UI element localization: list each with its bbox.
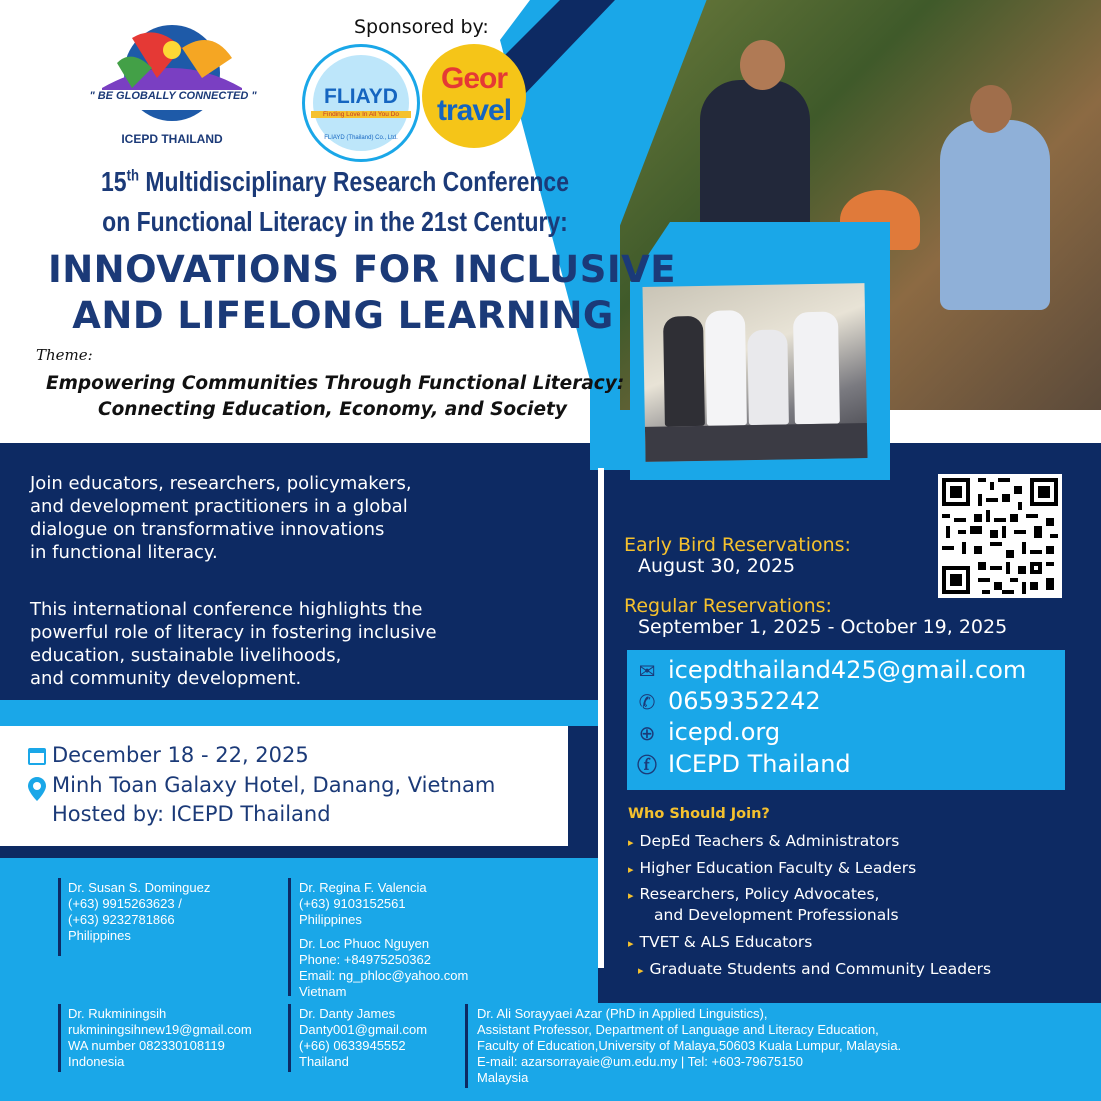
contact-rukminingsih: [68, 1006, 252, 1070]
regular-date: September 1, 2025 - October 19, 2025: [638, 616, 1008, 638]
event-venue: Minh Toan Galaxy Hotel, Danang, Vietnam: [52, 773, 496, 797]
who-item: [628, 933, 812, 951]
intro-p1-line: and development practitioners in a global: [30, 496, 408, 517]
contact-line: Danty001@gmail.com: [299, 1022, 428, 1037]
panel-divider: [598, 468, 604, 968]
arrow-icon: ▸: [628, 863, 634, 876]
who-item: [628, 859, 916, 877]
main-title-2: AND LIFELONG LEARNING: [72, 294, 614, 337]
who-item-text: Higher Education Faculty & Leaders: [639, 859, 917, 877]
intro-p1-line: dialogue on transformative innovations: [30, 519, 385, 540]
regular-label: Regular Reservations:: [624, 595, 832, 617]
contact-line: (+63) 9232781866: [68, 912, 175, 927]
theme-label: Theme:: [36, 346, 93, 364]
contact-divider: [58, 878, 61, 956]
location-pin-icon: [28, 777, 46, 801]
arrow-icon: ▸: [638, 964, 644, 977]
title-line1-num: 15: [101, 166, 127, 197]
facebook-row[interactable]: [634, 749, 851, 778]
contact-divider: [465, 1004, 468, 1088]
who-item-text: DepEd Teachers & Administrators: [639, 832, 900, 850]
fliayd-name: FLIAYD: [324, 85, 398, 108]
contact-line: Assistant Professor, Department of Language and Literacy Education,: [477, 1022, 879, 1037]
early-bird-label: Early Bird Reservations:: [624, 534, 851, 556]
travel-text: travel: [436, 94, 512, 127]
arrow-icon: ▸: [628, 889, 634, 902]
theme-line1: Empowering Communities Through Functional Literacy:: [46, 373, 625, 394]
intro-paragraph-2: [30, 598, 437, 690]
contact-line: E-mail: azarsorrayaie@um.edu.my | Tel: +603-79675150: [477, 1054, 803, 1069]
contact-line: Philippines: [299, 912, 362, 927]
who-item-text: TVET & ALS Educators: [639, 933, 813, 951]
event-date: December 18 - 22, 2025: [52, 743, 309, 767]
contact-line: Vietnam: [299, 984, 347, 999]
contact-line: Philippines: [68, 928, 131, 943]
contact-line: Dr. Susan S. Dominguez: [68, 880, 211, 895]
contact-valencia: [299, 880, 427, 928]
phone-row[interactable]: [634, 687, 821, 715]
who-item-continued: [654, 906, 899, 924]
facebook-icon: ⓕ: [637, 755, 657, 777]
intro-paragraph-1: [30, 472, 412, 564]
envelope-icon: ✉: [638, 659, 656, 683]
contact-divider: [58, 1004, 61, 1072]
contact-divider: [288, 1004, 291, 1072]
contact-line: Dr. Regina F. Valencia: [299, 880, 427, 895]
calendar-icon: [28, 748, 46, 765]
fliayd-logo: [302, 44, 420, 162]
qr-code[interactable]: [938, 474, 1062, 598]
phone-number[interactable]: 0659352242: [668, 687, 821, 715]
contact-line: Dr. Rukminingsih: [68, 1006, 167, 1021]
contact-line: (+63) 9915263623 /: [68, 896, 182, 911]
who-item-text: and Development Professionals: [654, 906, 899, 924]
intro-p2-line: education, sustainable livelihoods,: [30, 645, 342, 666]
who-item-text: Researchers, Policy Advocates,: [639, 885, 880, 903]
arrow-icon: ▸: [628, 836, 634, 849]
email-link[interactable]: icepdthailand425@gmail.com: [668, 656, 1027, 684]
title-line2: on Functional Literacy in the 21st Century:: [102, 206, 568, 237]
website-link[interactable]: icepd.org: [668, 718, 781, 746]
early-bird-date: August 30, 2025: [638, 555, 796, 577]
who-heading: Who Should Join?: [628, 806, 770, 822]
title-line1: [60, 166, 609, 198]
contact-dominguez: [68, 880, 210, 944]
contact-divider: [288, 878, 291, 996]
contact-line: Dr. Ali Sorayyaei Azar (PhD in Applied Linguistics),: [477, 1006, 768, 1021]
intro-p1-line: Join educators, researchers, policymakers,: [30, 473, 412, 494]
theme-line2: Connecting Education, Economy, and Society: [98, 399, 567, 420]
navy-bottom-strip: [598, 985, 1101, 1003]
intro-p1-line: in functional literacy.: [30, 542, 218, 563]
email-row[interactable]: [634, 656, 1026, 684]
contact-line: Phone: +84975250362: [299, 952, 431, 967]
sponsored-by-label: Sponsored by:: [354, 16, 489, 38]
geor-text: Geor: [440, 62, 508, 95]
who-item: [628, 832, 899, 850]
contact-line: Faculty of Education,University of Malaya,50603 Kuala Lumpur, Malaysia.: [477, 1038, 902, 1053]
sky-accent-left: [0, 700, 598, 726]
contact-line: Dr. Danty James: [299, 1006, 396, 1021]
title-line1-rest: Multidisciplinary Research Conference: [138, 166, 569, 197]
who-item-text: Graduate Students and Community Leaders: [649, 960, 992, 978]
logo-name: ICEPD THAILAND: [121, 132, 223, 146]
fliayd-tagline: Finding Love In All You Do: [311, 111, 411, 118]
who-item: [628, 885, 879, 903]
event-host: Hosted by: ICEPD Thailand: [52, 802, 331, 826]
contact-line: (+63) 9103152561: [299, 896, 406, 911]
icepd-logo: [62, 18, 282, 138]
contact-line: Indonesia: [68, 1054, 125, 1069]
contact-line: rukminingsihnew19@gmail.com: [68, 1022, 252, 1037]
who-item: [638, 960, 991, 978]
contact-line: (+66) 0633945552: [299, 1038, 406, 1053]
web-row[interactable]: [634, 718, 780, 746]
contact-line: Malaysia: [477, 1070, 529, 1085]
logo-tagline: " BE GLOBALLY CONNECTED ": [89, 90, 257, 102]
contact-line: Dr. Loc Phuoc Nguyen: [299, 936, 430, 951]
contact-nguyen: [299, 936, 468, 1000]
geortravel-logo: [422, 44, 526, 148]
title-line1-sup: th: [126, 167, 139, 185]
facebook-link[interactable]: ICEPD Thailand: [668, 750, 851, 778]
fliayd-ring-text: FLIAYD (Thailand) Co., Ltd.: [324, 135, 398, 141]
contact-line: WA number 082330108119: [68, 1038, 225, 1053]
globe-icon: ⊕: [638, 721, 656, 745]
contact-line: Thailand: [299, 1054, 349, 1069]
arrow-icon: ▸: [628, 937, 634, 950]
contact-james: [299, 1006, 427, 1070]
phone-icon: ✆: [638, 690, 656, 714]
main-title-1: INNOVATIONS FOR INCLUSIVE: [47, 248, 677, 291]
contact-line: Email: ng_phloc@yahoo.com: [299, 968, 469, 983]
intro-p2-line: This international conference highlights the: [30, 599, 423, 620]
intro-p2-line: and community development.: [30, 668, 302, 689]
contact-azar: [477, 1006, 901, 1086]
intro-p2-line: powerful role of literacy in fostering inclusive: [30, 622, 437, 643]
